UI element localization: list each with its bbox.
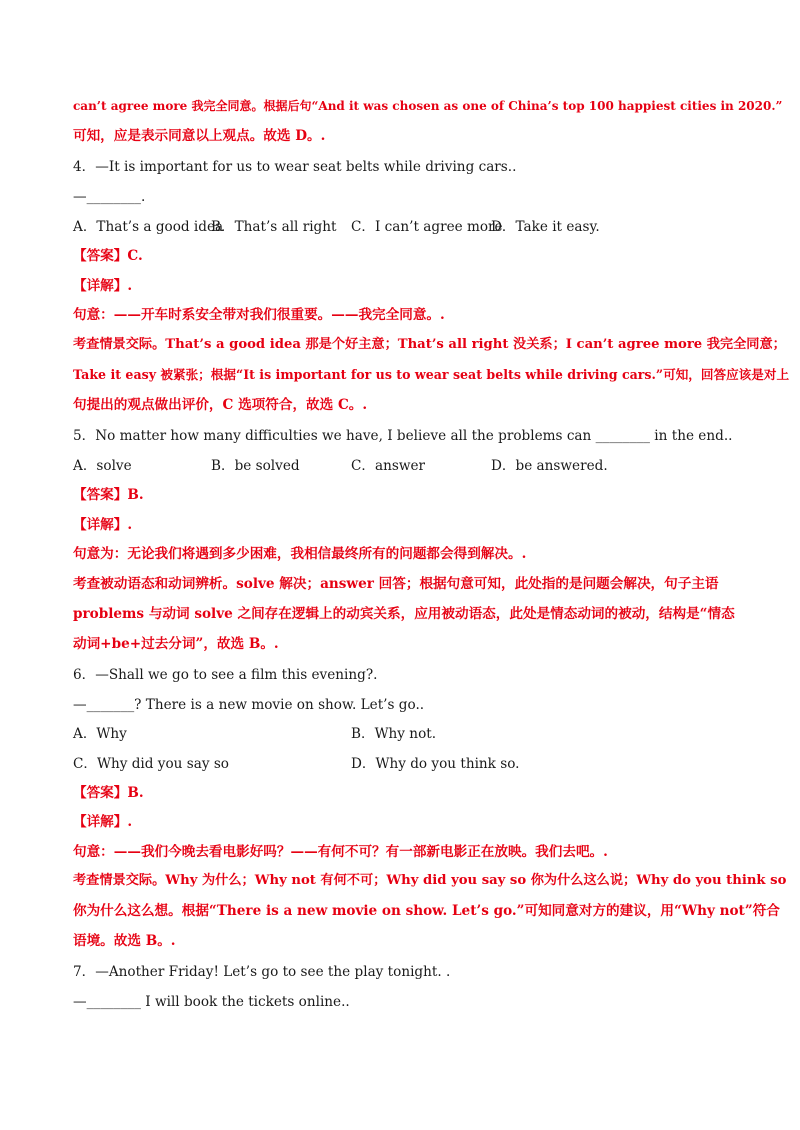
q5-detail-label: 【详解】. <box>73 517 133 533</box>
q4-explain-4: 句提出的观点做出评价，C 选项符合，故选 C。. <box>73 397 368 413</box>
q4-explain-3: Take it easy 被紧张；根据“It is important for us to wear seat belts while driving cars.”可知，回答应该是对上 <box>73 367 790 382</box>
q4-answer: 【答案】C. <box>73 248 143 264</box>
q5-explain-3: problems 与动词 solve 之间存在逻辑上的动宾关系，应用被动语态，此处是情态动词的被动，结构是“情态 <box>73 606 735 622</box>
q5-option-a: A．solve <box>73 458 132 474</box>
q4-stem: 4．—It is important for us to wear seat belts while driving cars.. <box>73 159 517 175</box>
prev-explain-line-1: can’t agree more 我完全同意。根据后句“And it was chosen as one of China’s top 100 happiest cities in 2020.” <box>73 99 783 113</box>
q4-option-b: B．That’s all right <box>211 219 337 235</box>
q7-stem: 7．—Another Friday! Let’s go to see the play tonight. . <box>73 964 451 980</box>
q6-option-c: C．Why did you say so <box>73 756 229 772</box>
q4-detail-label: 【详解】. <box>73 278 133 294</box>
q6-explain-1: 句意：——我们今晚去看电影好吗？——有何不可？有一部新电影正在放映。我们去吧。. <box>73 844 608 860</box>
q5-option-c: C．answer <box>351 458 426 474</box>
q5-explain-2: 考查被动语态和动词辨析。solve 解决；answer 回答；根据句意可知，此处指的是问题会解决，句子主语 <box>73 576 719 592</box>
q6-explain-4: 语境。故选 B。. <box>73 933 176 949</box>
q6-option-b: B．Why not. <box>351 726 437 742</box>
q6-explain-2: 考查情景交际。Why 为什么；Why not 有何不可；Why did you say so 你为什么这么说；Why do you think so <box>73 873 787 888</box>
q5-explain-1: 句意为：无论我们将遇到多少困难，我相信最终所有的问题都会得到解决。. <box>73 546 527 562</box>
q5-option-d: D．be answered. <box>491 458 608 474</box>
q7-blank: —________ I will book the tickets online.. <box>73 994 350 1010</box>
q4-option-d: D．Take it easy. <box>491 219 600 235</box>
prev-explain-line-2: 可知，应是表示同意以上观点。故选 D。. <box>73 128 326 144</box>
q6-stem: 6．—Shall we go to see a film this evening?. <box>73 667 378 683</box>
q4-explain-2: 考查情景交际。That’s a good idea 那是个好主意；That’s all right 没关系；I can’t agree more 我完全同意； <box>73 337 786 352</box>
q4-explain-1: 句意：——开车时系安全带对我们很重要。——我完全同意。. <box>73 307 445 323</box>
q6-option-d: D．Why do you think so. <box>351 756 520 772</box>
q4-option-c: C．I can’t agree more <box>351 219 503 235</box>
q5-answer: 【答案】B. <box>73 487 144 503</box>
q6-explain-3: 你为什么这么想。根据“There is a new movie on show. Let’s go.”可知同意对方的建议，用“Why not”符合 <box>73 903 780 919</box>
q4-blank: —________. <box>73 189 146 205</box>
q6-detail-label: 【详解】. <box>73 814 133 830</box>
q5-option-b: B．be solved <box>211 458 300 474</box>
q6-answer: 【答案】B. <box>73 785 144 801</box>
q5-explain-4: 动词+be+过去分词”，故选 B。. <box>73 636 279 652</box>
q6-option-a: A．Why <box>73 726 127 742</box>
q6-blank: —_______? There is a new movie on show. Let’s go.. <box>73 697 425 713</box>
q4-option-a: A．That’s a good idea <box>73 219 224 235</box>
q5-stem: 5．No matter how many difficulties we have, I believe all the problems can ________ in the end.. <box>73 428 733 444</box>
